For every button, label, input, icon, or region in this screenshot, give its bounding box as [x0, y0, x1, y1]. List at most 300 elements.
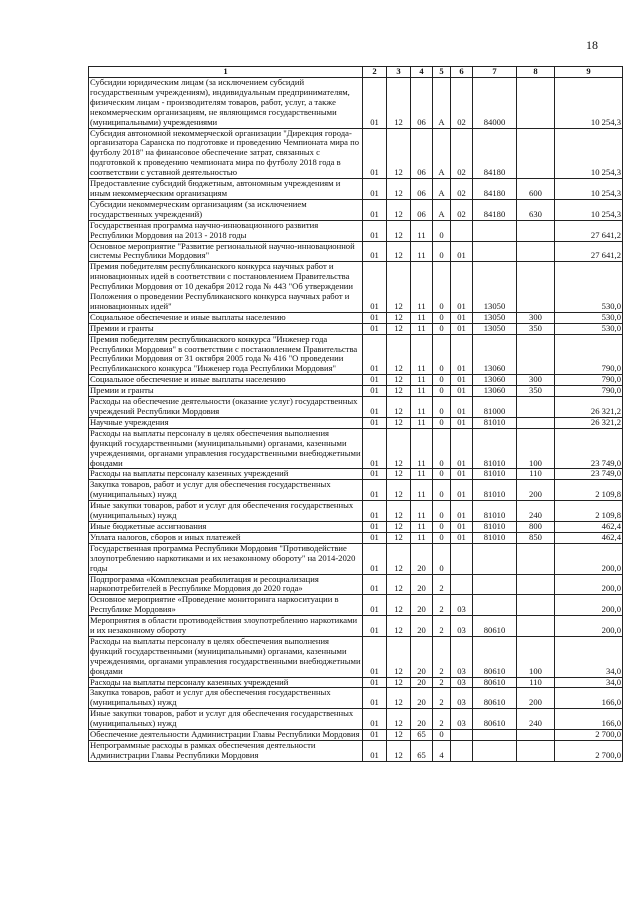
- table-row: [89, 220, 623, 241]
- row-code-measure: 01: [451, 417, 473, 428]
- row-code-direction: 80610: [473, 677, 517, 688]
- row-code-direction: [473, 595, 517, 616]
- row-code-subprogram: 2: [433, 688, 451, 709]
- row-code-subprogram: 0: [433, 334, 451, 375]
- row-code-measure: 03: [451, 595, 473, 616]
- row-code-measure: 01: [451, 397, 473, 418]
- row-code-program: 11: [411, 386, 433, 397]
- row-code-program: 20: [411, 595, 433, 616]
- row-amount: 200,0: [555, 616, 623, 637]
- row-amount: 23 749,0: [555, 469, 623, 480]
- row-code-section: 01: [363, 397, 387, 418]
- header-col-3: 3: [387, 67, 411, 78]
- row-code-measure: 02: [451, 128, 473, 179]
- row-code-section: 01: [363, 334, 387, 375]
- row-code-measure: 02: [451, 199, 473, 220]
- row-name: Расходы на выплаты персоналу в целях обеспечения выполнения функций государственными (муниципальными) органами, казенными учреждениями, органами управления государственными внебюджетными фондами: [90, 428, 361, 468]
- row-name: Научные учреждения: [89, 417, 363, 428]
- row-name: Премии и гранты: [89, 323, 363, 334]
- row-code-program: 11: [411, 334, 433, 375]
- row-code-direction: 80610: [473, 636, 517, 677]
- row-code-measure: 02: [451, 179, 473, 200]
- row-code-section: 01: [363, 417, 387, 428]
- row-code-expense-type: [517, 741, 555, 762]
- table-body: [89, 78, 623, 762]
- row-code-subsection: 12: [387, 532, 411, 543]
- row-code-section: 01: [363, 480, 387, 501]
- row-code-subprogram: 0: [433, 323, 451, 334]
- row-code-section: 01: [363, 199, 387, 220]
- table-row: [89, 262, 623, 313]
- header-col-4: 4: [411, 67, 433, 78]
- row-code-program: 11: [411, 428, 433, 469]
- table-row: [89, 323, 623, 334]
- table-row: [89, 709, 623, 730]
- row-code-section: 01: [363, 262, 387, 313]
- row-code-expense-type: [517, 397, 555, 418]
- row-code-section: 01: [363, 688, 387, 709]
- row-code-subsection: 12: [387, 179, 411, 200]
- table-row: [89, 428, 623, 469]
- row-code-subprogram: 0: [433, 532, 451, 543]
- row-code-program: 11: [411, 469, 433, 480]
- row-code-expense-type: 350: [517, 323, 555, 334]
- row-name: Иные закупки товаров, работ и услуг для обеспечения государственных (муниципальных) нужд: [89, 709, 363, 730]
- row-amount: 462,4: [555, 521, 623, 532]
- table-row: [89, 334, 623, 375]
- row-code-subprogram: А: [433, 179, 451, 200]
- row-code-direction: 80610: [473, 616, 517, 637]
- row-code-subprogram: 4: [433, 741, 451, 762]
- row-code-section: 01: [363, 312, 387, 323]
- row-amount: 10 254,3: [555, 179, 623, 200]
- table-row: [89, 179, 623, 200]
- row-code-expense-type: 850: [517, 532, 555, 543]
- table-row: [89, 543, 623, 574]
- row-code-subprogram: 0: [433, 220, 451, 241]
- row-code-subsection: 12: [387, 521, 411, 532]
- page-number: 18: [586, 38, 598, 52]
- row-code-subsection: 12: [387, 428, 411, 469]
- row-code-subsection: 12: [387, 501, 411, 522]
- row-code-measure: 01: [451, 375, 473, 386]
- row-name: Премия победителям республиканского конкурса "Инженер года Республики Мордовия" в соответствии с постановлением Правительства Республики Мордовия от 31 октября 2005 года № 416 "О проведении Республиканского конкурса "Инженер года Республики Мордовия": [89, 334, 363, 375]
- table-row: [89, 469, 623, 480]
- table-row: [89, 532, 623, 543]
- row-code-program: 20: [411, 688, 433, 709]
- row-amount: 790,0: [555, 334, 623, 375]
- row-code-program: 20: [411, 636, 433, 677]
- row-code-section: 01: [363, 128, 387, 179]
- row-code-section: 01: [363, 595, 387, 616]
- row-code-program: 11: [411, 480, 433, 501]
- row-code-section: 01: [363, 532, 387, 543]
- table-row: [89, 616, 623, 637]
- row-code-expense-type: 110: [517, 677, 555, 688]
- budget-table: [88, 66, 623, 762]
- row-code-direction: 81010: [473, 521, 517, 532]
- row-code-direction: 84180: [473, 179, 517, 200]
- row-code-subprogram: 0: [433, 428, 451, 469]
- row-code-measure: [451, 741, 473, 762]
- row-code-subprogram: 0: [433, 543, 451, 574]
- row-code-expense-type: 800: [517, 521, 555, 532]
- row-code-section: 01: [363, 730, 387, 741]
- row-code-subsection: 12: [387, 323, 411, 334]
- row-code-measure: 01: [451, 469, 473, 480]
- row-code-expense-type: [517, 595, 555, 616]
- row-code-measure: [451, 574, 473, 595]
- row-code-section: 01: [363, 428, 387, 469]
- row-code-measure: 03: [451, 688, 473, 709]
- row-code-program: 11: [411, 241, 433, 262]
- row-code-measure: 03: [451, 677, 473, 688]
- row-code-section: 01: [363, 241, 387, 262]
- row-code-subsection: 12: [387, 688, 411, 709]
- row-code-subsection: 12: [387, 312, 411, 323]
- row-code-expense-type: 100: [517, 636, 555, 677]
- row-code-direction: 80610: [473, 709, 517, 730]
- table-row: [89, 128, 623, 179]
- row-code-direction: [473, 241, 517, 262]
- row-amount: 23 749,0: [555, 428, 623, 469]
- row-amount: 27 641,2: [555, 241, 623, 262]
- row-amount: 34,0: [555, 677, 623, 688]
- row-code-subprogram: 0: [433, 417, 451, 428]
- row-code-direction: 81010: [473, 469, 517, 480]
- row-name: Государственная программа Республики Мордовия "Противодействие злоупотреблению наркотиками и их незаконному обороту" на 2014-2020 годы: [89, 543, 363, 574]
- row-code-measure: 01: [451, 241, 473, 262]
- header-col-7: 7: [473, 67, 517, 78]
- header-col-5: 5: [433, 67, 451, 78]
- row-amount: 10 254,3: [555, 128, 623, 179]
- row-name: Уплата налогов, сборов и иных платежей: [89, 532, 363, 543]
- row-code-program: 65: [411, 741, 433, 762]
- row-code-subsection: 12: [387, 677, 411, 688]
- row-code-subsection: 12: [387, 469, 411, 480]
- row-amount: 26 321,2: [555, 417, 623, 428]
- row-code-subsection: 12: [387, 334, 411, 375]
- row-code-measure: 03: [451, 616, 473, 637]
- row-amount: 10 254,3: [555, 199, 623, 220]
- row-amount: 200,0: [555, 595, 623, 616]
- row-code-subsection: 12: [387, 417, 411, 428]
- row-name: Субсидия автономной некоммерческой организации "Дирекция города-организатора Саранска по подготовке и проведению Чемпионата мира по футболу 2018" на финансовое обеспечение затрат, связанных с подготовкой к проведению чемпионата мира по футболу 2018 года в соответствии с уставной деятельностью: [89, 128, 363, 179]
- row-code-subprogram: 2: [433, 574, 451, 595]
- row-amount: 200,0: [555, 543, 623, 574]
- row-code-subprogram: 0: [433, 312, 451, 323]
- row-name: Основное мероприятие «Проведение мониторинга наркоситуации в Республике Мордовия»: [89, 595, 363, 616]
- row-code-section: 01: [363, 636, 387, 677]
- row-name: Субсидии некоммерческим организациям (за исключением государственных учреждений): [89, 199, 363, 220]
- row-code-expense-type: [517, 574, 555, 595]
- table-row: [89, 397, 623, 418]
- row-code-program: 11: [411, 397, 433, 418]
- row-name: Премии и гранты: [89, 386, 363, 397]
- row-name: Предоставление субсидий бюджетным, автономным учреждениям и иным некоммерческим организациям: [89, 179, 363, 200]
- row-code-subprogram: А: [433, 199, 451, 220]
- row-code-section: 01: [363, 179, 387, 200]
- row-code-measure: 01: [451, 312, 473, 323]
- row-code-direction: 81010: [473, 417, 517, 428]
- row-name: Обеспечение деятельности Администрации Главы Республики Мордовия: [89, 730, 363, 741]
- row-code-program: 11: [411, 375, 433, 386]
- row-code-subprogram: 2: [433, 595, 451, 616]
- row-code-subsection: 12: [387, 636, 411, 677]
- row-code-program: 11: [411, 501, 433, 522]
- row-code-direction: [473, 741, 517, 762]
- row-code-subprogram: 0: [433, 241, 451, 262]
- row-code-section: 01: [363, 741, 387, 762]
- row-amount: 462,4: [555, 532, 623, 543]
- row-code-expense-type: [517, 543, 555, 574]
- row-code-subsection: 12: [387, 386, 411, 397]
- row-code-expense-type: 300: [517, 375, 555, 386]
- row-code-direction: 13050: [473, 312, 517, 323]
- table-header-row: [89, 67, 623, 78]
- header-col-9: 9: [555, 67, 623, 78]
- row-code-measure: 01: [451, 386, 473, 397]
- row-code-section: 01: [363, 220, 387, 241]
- row-code-expense-type: 200: [517, 688, 555, 709]
- row-code-direction: 13050: [473, 262, 517, 313]
- row-code-section: 01: [363, 616, 387, 637]
- row-code-subprogram: 0: [433, 730, 451, 741]
- row-name: Расходы на обеспечение деятельности (оказание услуг) государственных учреждений Республики Мордовия: [89, 397, 363, 418]
- row-code-program: 65: [411, 730, 433, 741]
- row-code-subprogram: 0: [433, 262, 451, 313]
- row-code-subsection: 12: [387, 375, 411, 386]
- table-row: [89, 636, 623, 677]
- row-amount: 2 109,8: [555, 501, 623, 522]
- row-code-expense-type: 110: [517, 469, 555, 480]
- row-code-direction: 81010: [473, 480, 517, 501]
- row-code-program: 11: [411, 262, 433, 313]
- row-code-section: 01: [363, 543, 387, 574]
- row-code-subsection: 12: [387, 241, 411, 262]
- row-code-subprogram: 2: [433, 709, 451, 730]
- row-amount: 166,0: [555, 709, 623, 730]
- header-col-2: 2: [363, 67, 387, 78]
- row-code-measure: [451, 220, 473, 241]
- table-row: [89, 501, 623, 522]
- row-amount: 530,0: [555, 262, 623, 313]
- row-code-expense-type: [517, 241, 555, 262]
- row-code-subsection: 12: [387, 574, 411, 595]
- row-amount: 530,0: [555, 323, 623, 334]
- row-code-direction: 13060: [473, 334, 517, 375]
- row-code-measure: 01: [451, 323, 473, 334]
- table-row: [89, 521, 623, 532]
- row-code-section: 01: [363, 521, 387, 532]
- row-amount: 790,0: [555, 386, 623, 397]
- table-row: [89, 574, 623, 595]
- row-code-subprogram: 0: [433, 501, 451, 522]
- row-code-direction: [473, 574, 517, 595]
- row-code-measure: 01: [451, 262, 473, 313]
- row-code-expense-type: [517, 262, 555, 313]
- row-code-direction: 84000: [473, 78, 517, 129]
- table-row: [89, 78, 623, 129]
- row-code-subsection: 12: [387, 480, 411, 501]
- row-code-subprogram: 0: [433, 469, 451, 480]
- row-code-expense-type: 350: [517, 386, 555, 397]
- row-code-subprogram: А: [433, 128, 451, 179]
- row-code-direction: 81000: [473, 397, 517, 418]
- row-code-program: 20: [411, 543, 433, 574]
- row-amount: 10 254,3: [555, 78, 623, 129]
- table-row: [89, 677, 623, 688]
- row-code-expense-type: [517, 417, 555, 428]
- row-name: Подпрограмма «Комплексная реабилитация и ресоциализация наркопотребителей в Республике Мордовия до 2020 года»: [89, 574, 363, 595]
- row-amount: 200,0: [555, 574, 623, 595]
- row-code-program: 11: [411, 323, 433, 334]
- row-code-expense-type: 600: [517, 179, 555, 200]
- row-name: Непрограммные расходы в рамках обеспечения деятельности Администрации Главы Республики Мордовия: [89, 741, 363, 762]
- row-code-program: 06: [411, 199, 433, 220]
- row-code-subsection: 12: [387, 730, 411, 741]
- table-row: [89, 595, 623, 616]
- row-name: Закупка товаров, работ и услуг для обеспечения государственных (муниципальных) нужд: [89, 480, 363, 501]
- row-code-program: 20: [411, 677, 433, 688]
- row-code-subprogram: 0: [433, 386, 451, 397]
- row-code-expense-type: [517, 78, 555, 129]
- row-code-expense-type: 300: [517, 312, 555, 323]
- row-code-expense-type: [517, 220, 555, 241]
- row-code-subprogram: 2: [433, 677, 451, 688]
- row-code-program: 06: [411, 179, 433, 200]
- row-code-subprogram: 0: [433, 375, 451, 386]
- table-row: [89, 241, 623, 262]
- row-code-section: 01: [363, 469, 387, 480]
- row-code-section: 01: [363, 709, 387, 730]
- row-code-expense-type: 100: [517, 428, 555, 469]
- table-row: [89, 386, 623, 397]
- row-code-measure: 01: [451, 532, 473, 543]
- row-code-measure: 01: [451, 480, 473, 501]
- header-col-1: 1: [89, 67, 363, 78]
- row-code-subsection: 12: [387, 595, 411, 616]
- row-code-expense-type: [517, 334, 555, 375]
- row-code-measure: 03: [451, 636, 473, 677]
- row-code-subprogram: 2: [433, 616, 451, 637]
- row-name: Расходы на выплаты персоналу в целях обеспечения выполнения функций государственными (муниципальными) органами, казенными учреждениями, органами управления государственными внебюджетными фондами: [90, 636, 361, 676]
- row-code-subsection: 12: [387, 543, 411, 574]
- row-amount: 790,0: [555, 375, 623, 386]
- row-code-measure: 01: [451, 428, 473, 469]
- row-code-direction: 80610: [473, 688, 517, 709]
- row-code-subprogram: 0: [433, 521, 451, 532]
- row-code-direction: 84180: [473, 128, 517, 179]
- table-row: [89, 730, 623, 741]
- row-code-direction: 81010: [473, 428, 517, 469]
- table-row: [89, 312, 623, 323]
- row-code-measure: 01: [451, 501, 473, 522]
- row-code-measure: 01: [451, 521, 473, 532]
- row-name: Основное мероприятие "Развитие региональной научно-инновационной системы Республики Мордовия": [89, 241, 363, 262]
- row-code-program: 11: [411, 220, 433, 241]
- header-col-6: 6: [451, 67, 473, 78]
- row-amount: 2 700,0: [555, 741, 623, 762]
- table-header: [89, 67, 623, 78]
- row-amount: 166,0: [555, 688, 623, 709]
- row-code-expense-type: 240: [517, 709, 555, 730]
- row-code-section: 01: [363, 375, 387, 386]
- row-code-section: 01: [363, 386, 387, 397]
- row-code-measure: [451, 730, 473, 741]
- table-row: [89, 480, 623, 501]
- row-amount: 2 700,0: [555, 730, 623, 741]
- row-code-direction: 13060: [473, 386, 517, 397]
- row-code-direction: [473, 220, 517, 241]
- row-name: Закупка товаров, работ и услуг для обеспечения государственных (муниципальных) нужд: [89, 688, 363, 709]
- row-name: Премия победителям республиканского конкурса научных работ и инновационных идей в соответствии с постановлением Правительства Республики Мордовия от 10 декабря 2012 года № 443 "Об утверждении Положения о проведении Республиканского конкурса научных работ и инновационных идей": [89, 262, 363, 313]
- table-row: [89, 375, 623, 386]
- row-name: Социальное обеспечение и иные выплаты населению: [89, 375, 363, 386]
- row-code-direction: 81010: [473, 532, 517, 543]
- row-code-section: 01: [363, 501, 387, 522]
- row-code-program: 11: [411, 521, 433, 532]
- row-code-program: 11: [411, 532, 433, 543]
- row-code-program: 20: [411, 616, 433, 637]
- table-row: [89, 417, 623, 428]
- row-code-subprogram: А: [433, 78, 451, 129]
- row-code-program: 20: [411, 574, 433, 595]
- row-amount: 27 641,2: [555, 220, 623, 241]
- row-code-program: 11: [411, 417, 433, 428]
- row-code-subsection: 12: [387, 262, 411, 313]
- table-row: [89, 741, 623, 762]
- row-code-measure: 03: [451, 709, 473, 730]
- row-code-direction: [473, 730, 517, 741]
- row-code-subsection: 12: [387, 397, 411, 418]
- row-name: Государственная программа научно-инновационного развития Республики Мордовия на 2013 - 2018 годы: [89, 220, 363, 241]
- row-amount: 530,0: [555, 312, 623, 323]
- row-amount: 34,0: [555, 636, 623, 677]
- table-row: [89, 199, 623, 220]
- row-name: Социальное обеспечение и иные выплаты населению: [89, 312, 363, 323]
- row-code-section: 01: [363, 677, 387, 688]
- row-code-program: 20: [411, 709, 433, 730]
- row-code-program: 11: [411, 312, 433, 323]
- row-code-program: 06: [411, 128, 433, 179]
- row-name: Субсидии юридическим лицам (за исключением субсидий государственным учреждениям), индивидуальным предпринимателям, физическим лицам - производителям товаров, работ, услуг, а также некоммерческим организациям, не являющимся государственными (муниципальными) учреждениями: [89, 78, 363, 129]
- row-code-subsection: 12: [387, 199, 411, 220]
- table-row: [89, 688, 623, 709]
- row-code-direction: 13050: [473, 323, 517, 334]
- row-code-expense-type: [517, 730, 555, 741]
- row-amount: 26 321,2: [555, 397, 623, 418]
- row-code-subprogram: 0: [433, 397, 451, 418]
- row-code-expense-type: [517, 616, 555, 637]
- row-code-subsection: 12: [387, 220, 411, 241]
- row-name: Иные бюджетные ассигнования: [89, 521, 363, 532]
- row-code-expense-type: 630: [517, 199, 555, 220]
- row-code-section: 01: [363, 78, 387, 129]
- row-code-subsection: 12: [387, 741, 411, 762]
- row-code-subprogram: 2: [433, 636, 451, 677]
- row-code-measure: 01: [451, 334, 473, 375]
- row-code-expense-type: 200: [517, 480, 555, 501]
- row-code-direction: 84180: [473, 199, 517, 220]
- row-name: Иные закупки товаров, работ и услуг для обеспечения государственных (муниципальных) нужд: [89, 501, 363, 522]
- row-code-section: 01: [363, 323, 387, 334]
- row-name: Расходы на выплаты персоналу казенных учреждений: [89, 469, 363, 480]
- row-code-section: 01: [363, 574, 387, 595]
- row-code-measure: [451, 543, 473, 574]
- row-code-expense-type: 240: [517, 501, 555, 522]
- row-code-subsection: 12: [387, 616, 411, 637]
